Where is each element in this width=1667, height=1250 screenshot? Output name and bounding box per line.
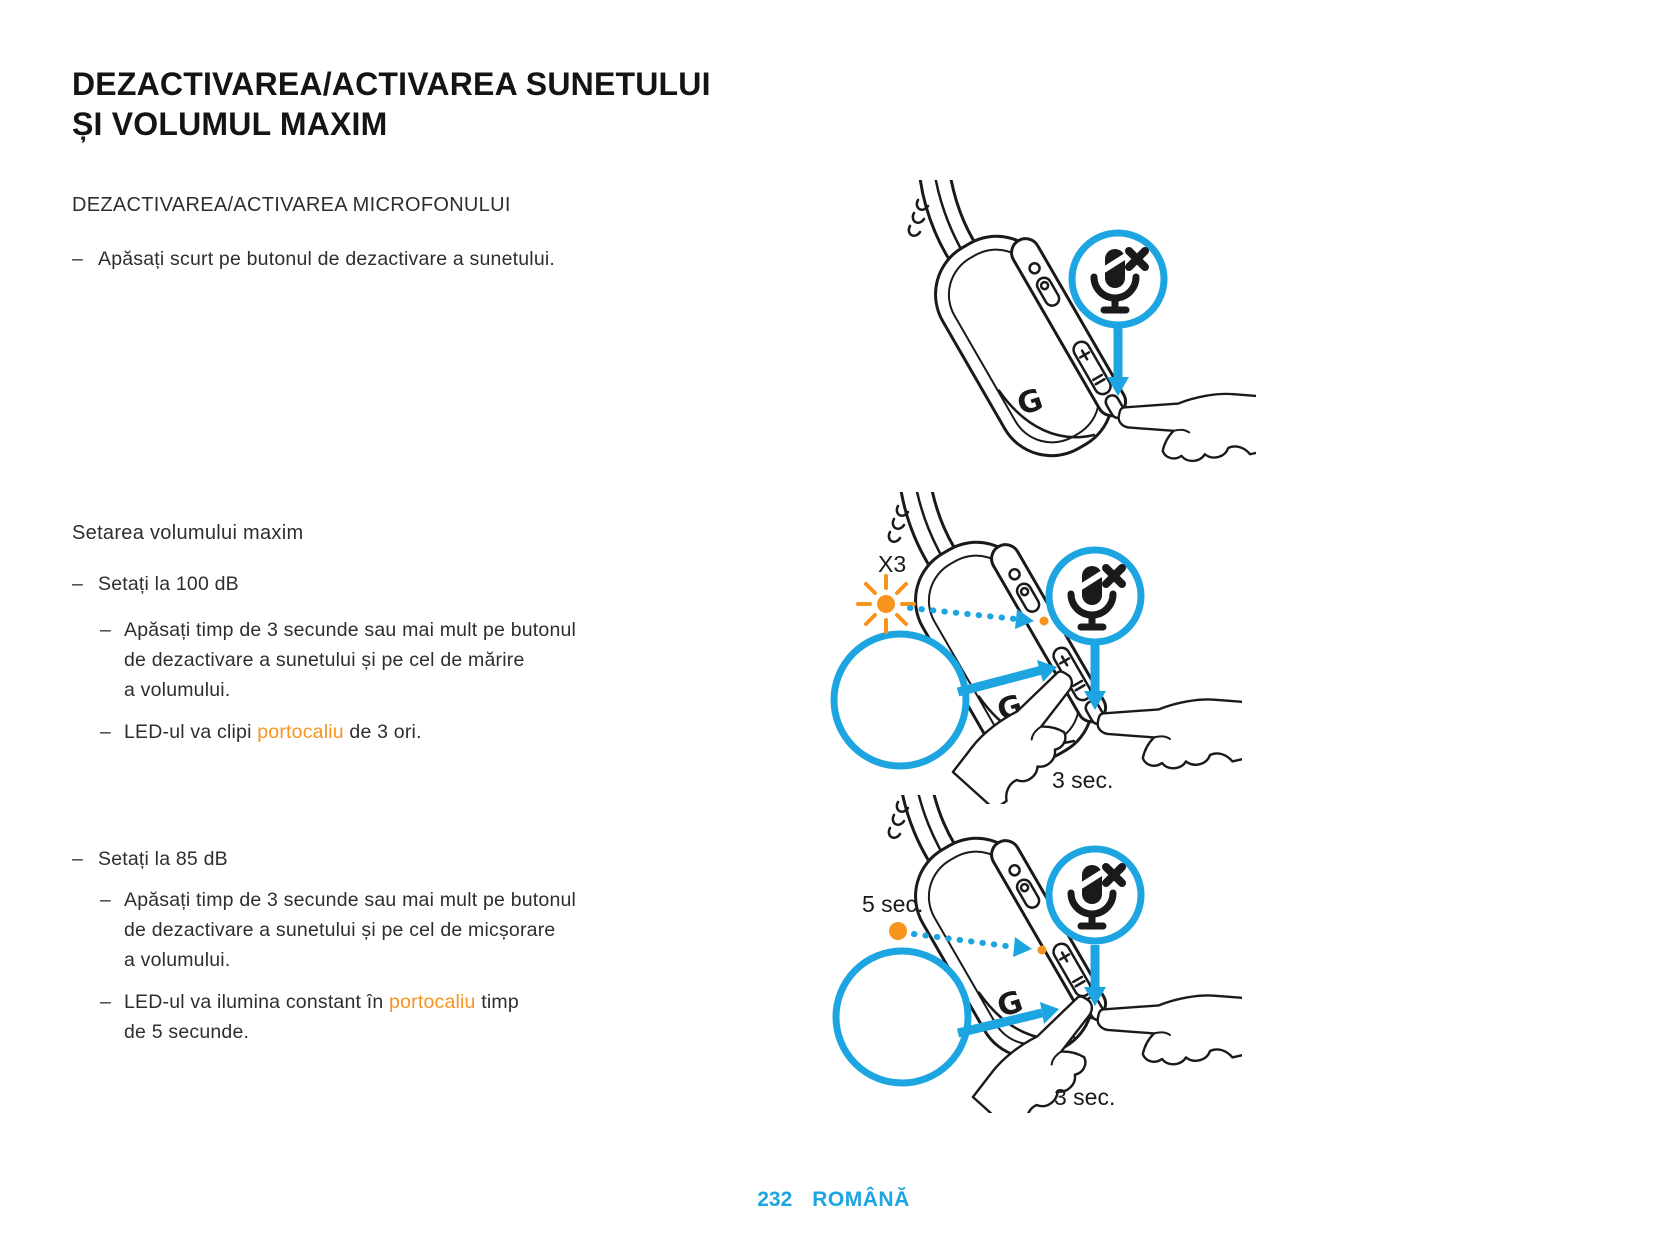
- mic-mute-icon: [1049, 550, 1141, 642]
- pointing-hand-icon: [1119, 394, 1256, 461]
- mic-mute-heading: DEZACTIVAREA/ACTIVAREA MICROFONULUI: [72, 194, 511, 216]
- led-color-word: portocaliu: [257, 721, 344, 743]
- hold-duration-label: 3 sec.: [1054, 1084, 1116, 1110]
- bullet-dash: –: [100, 991, 112, 1013]
- set-100db-led-text: LED-ul va clipi portocaliu de 3 ori.: [124, 721, 422, 743]
- figure-100db: [790, 492, 1242, 804]
- figure-85db: [790, 795, 1242, 1113]
- page-footer: [0, 1188, 1667, 1212]
- pointing-hand-icon: [1098, 699, 1242, 768]
- set-85db-led-text: LED-ul va ilumina constant în portocaliu timp de 5 secunde.: [124, 991, 519, 1043]
- set-85db-press-bullet: [100, 885, 576, 975]
- set-100db-led-bullet: [100, 717, 422, 747]
- set-100db-label: Setați la 100 dB: [98, 573, 239, 595]
- bullet-dash: –: [72, 573, 84, 595]
- title-line1: DEZACTIVAREA/ACTIVAREA SUNETULUI: [72, 66, 711, 102]
- mic-mute-icon: [1072, 233, 1164, 325]
- status-led-dot: [1040, 617, 1049, 626]
- led-blinking-icon: [858, 576, 914, 632]
- title-line2: ȘI VOLUMUL MAXIM: [72, 106, 388, 142]
- page-number: 232: [757, 1188, 793, 1211]
- set-100db-bullet: [72, 569, 239, 599]
- set-85db-press-text: Apăsați timp de 3 secunde sau mai mult pe butonul de dezactivare a sunetului și pe cel de micșorare a volumului.: [124, 889, 577, 971]
- mic-mute-bullet-text: Apăsați scurt pe butonul de dezactivare a sunetului.: [98, 248, 556, 270]
- pointing-hand-icon: [1098, 995, 1242, 1064]
- bullet-dash: –: [72, 248, 84, 270]
- bullet-dash: –: [100, 889, 112, 911]
- blink-count-label: X3: [878, 551, 907, 577]
- led-color-word: portocaliu: [389, 991, 476, 1013]
- set-100db-press-bullet: [100, 615, 576, 705]
- status-led-dot: [1038, 946, 1047, 955]
- hold-duration-label: 3 sec.: [1052, 767, 1114, 793]
- led-solid-icon: [889, 922, 907, 940]
- set-85db-label: Setați la 85 dB: [98, 848, 228, 870]
- language-label: ROMÂNĂ: [812, 1188, 910, 1211]
- max-volume-heading: Setarea volumului maxim: [72, 522, 304, 544]
- bullet-dash: –: [100, 619, 112, 641]
- mic-mute-bullet: [72, 244, 555, 274]
- headset-illustration: [909, 180, 1136, 472]
- led-duration-label: 5 sec.: [862, 891, 924, 917]
- figure-mic-mute: [856, 180, 1256, 472]
- bullet-dash: –: [100, 721, 112, 743]
- set-85db-bullet: [72, 844, 228, 874]
- mic-mute-icon: [1049, 849, 1141, 941]
- bullet-dash: –: [72, 848, 84, 870]
- page-title: [72, 64, 711, 144]
- set-85db-led-bullet: [100, 987, 519, 1047]
- set-100db-press-text: Apăsați timp de 3 secunde sau mai mult pe butonul de dezactivare a sunetului și pe cel de mărire a volumului.: [124, 619, 577, 701]
